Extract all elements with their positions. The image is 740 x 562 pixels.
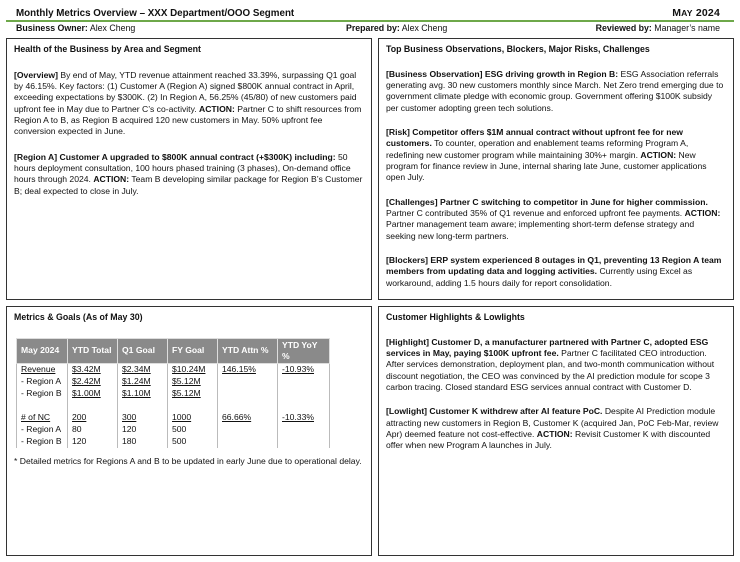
table-cell xyxy=(17,400,68,412)
observation-blockers-lead: [Blockers] ERP system experienced 8 outages in Q1, preventing 13 Region A team members from updating data and logging activities. xyxy=(386,255,722,277)
report-title: Monthly Metrics Overview – XXX Department/OOO Segment xyxy=(16,8,295,19)
table-cell: -10.93% xyxy=(278,364,330,376)
metrics-title: Metrics & Goals (As of May 30) xyxy=(14,312,143,322)
prepared-by-label: Prepared by: xyxy=(346,23,400,33)
table-cell: $5.12M xyxy=(168,388,218,400)
business-owner-value: Alex Cheng xyxy=(89,23,136,33)
highlight-lead: [Highlight] Customer D, a manufacturer partnered with Partner C, adopted ESG services in May, paying $100K upfront fee. xyxy=(386,336,709,358)
health-title: Health of the Business by Area and Segment xyxy=(14,44,201,54)
table-cell: $3.42M xyxy=(68,364,118,376)
table-cell xyxy=(278,376,330,388)
table-cell xyxy=(218,424,278,436)
lowlight-action-text: Revisit Customer K with discounted offer when new Program A launches in July. xyxy=(386,429,711,451)
report-date xyxy=(672,7,720,21)
observation-risk-action-label: ACTION: xyxy=(640,149,677,160)
lowlight-lead: [Lowlight] Customer K withdrew after AI feature PoC. xyxy=(386,406,603,417)
table-cell: - Region A xyxy=(17,376,68,388)
observation-challenges-text: Partner C contributed 35% of Q1 revenue and enforced upfront fee payments. xyxy=(386,208,685,219)
table-cell xyxy=(218,376,278,388)
lowlight-text: Despite AI Prediction module attracting new customers in Region B, Customer K (acquired Jan, PoC Feb-Mar, review Apr) deemed feature not cost-effective. xyxy=(386,406,719,440)
table-cell: 120 xyxy=(68,436,118,448)
table-cell: 120 xyxy=(118,424,168,436)
health-overview-lead: [Overview] xyxy=(14,69,58,80)
reviewed-by-value: Manager’s name xyxy=(654,23,720,33)
column-header: YTD Total xyxy=(68,338,118,364)
metrics-footnote: * Detailed metrics for Regions A and B to be updated in early June due to operational delay. xyxy=(14,455,362,466)
observation-challenges-action-text: Partner management team aware; implementing short-term defense strategy and seeking new long-term partners. xyxy=(386,219,695,241)
table-cell: 300 xyxy=(118,412,168,424)
column-header: YTD Attn % xyxy=(218,338,278,364)
business-owner xyxy=(16,23,135,35)
table-cell xyxy=(218,400,278,412)
lowlight-action-label: ACTION: xyxy=(536,429,573,440)
table-cell: # of NC xyxy=(17,412,68,424)
table-cell: - Region A xyxy=(17,424,68,436)
table-cell: 180 xyxy=(118,436,168,448)
column-header: Q1 Goal xyxy=(118,338,168,364)
table-cell: - Region B xyxy=(17,436,68,448)
reviewed-by-label: Reviewed by: xyxy=(595,23,652,33)
observation-risk-action-text: New program for finance review in June, internal sharing late June, customer applications open July. xyxy=(386,149,707,183)
health-region-a-action-label: ACTION: xyxy=(93,174,130,185)
prepared-by-value: Alex Cheng xyxy=(401,23,448,33)
health-region-a xyxy=(14,152,364,197)
health-overview-action-text: Partner C to shift resources from Region A to B, as Region B acquired 120 new customers in May. 50% upfront fee conversion expected in June. xyxy=(14,103,362,137)
observation-esg-lead: [Business Observation] ESG driving growth in Region B: xyxy=(386,68,619,79)
highlight-customer-d xyxy=(386,337,726,394)
table-row xyxy=(17,364,330,376)
table-cell xyxy=(278,436,330,448)
observation-risk-lead: [Risk] Competitor offers $1M annual contract without upfront fee for new customers. xyxy=(386,126,683,149)
observation-esg xyxy=(386,69,726,114)
metrics-header-row xyxy=(17,338,330,364)
health-region-a-action-text: Team B developing similar package for Region B’s Customer B; deal expected to close in July. xyxy=(14,174,363,196)
table-cell xyxy=(278,424,330,436)
observation-challenges-lead: [Challenges] Partner C switching to competitor in June for higher commission. xyxy=(386,196,708,207)
health-overview xyxy=(14,70,364,138)
table-cell: $1.10M xyxy=(118,388,168,400)
metrics-panel xyxy=(6,306,372,556)
table-cell: 1000 xyxy=(168,412,218,424)
table-cell xyxy=(218,388,278,400)
table-cell xyxy=(168,400,218,412)
prepared-by xyxy=(346,23,447,35)
table-cell: 146.15% xyxy=(218,364,278,376)
health-panel xyxy=(6,38,372,300)
table-cell: Revenue xyxy=(17,364,68,376)
lowlight-customer-k xyxy=(386,406,726,451)
table-cell: 66.66% xyxy=(218,412,278,424)
observation-risk-text: To counter, operation and enablement teams reforming Program A, redefining new customer program while maintaining 30%+ margin. xyxy=(386,138,689,160)
observation-esg-text: ESG Association referrals generating avg. 30 new customers monthly since March. Net Zero trend emerging due to government climate pledge with economic group. Government offering $100K subsidy per customer adopting green tech solutions. xyxy=(386,68,724,113)
table-row xyxy=(17,400,330,412)
table-cell: 500 xyxy=(168,436,218,448)
table-cell: $1.24M xyxy=(118,376,168,388)
report-header xyxy=(6,6,734,22)
table-cell xyxy=(278,388,330,400)
table-row xyxy=(17,388,330,400)
health-region-a-lead: [Region A] Customer A upgraded to $800K annual contract (+$300K) including: xyxy=(14,151,336,162)
table-cell xyxy=(218,436,278,448)
health-overview-action-label: ACTION: xyxy=(199,103,235,114)
observations-title: Top Business Observations, Blockers, Major Risks, Challenges xyxy=(386,44,650,54)
table-cell: 200 xyxy=(68,412,118,424)
table-cell: $10.24M xyxy=(168,364,218,376)
report-date-month-rest: AY xyxy=(681,8,693,18)
table-cell: $2.34M xyxy=(118,364,168,376)
highlight-text: Partner C facilitated CEO introduction. After services demonstration, deployment plan, and two-month communication without discount negotiation, the CEO was convinced by the AI prediction module for scope 3 carbon tracing. Closed standard ESG services annual contract with Customer D. xyxy=(386,347,715,392)
health-region-a-text: 50 hours deployment consultation, 100 hours phased training (3 phases), On-demand office hours through 2024. xyxy=(14,151,351,185)
observations-panel xyxy=(378,38,734,300)
table-cell: $5.12M xyxy=(168,376,218,388)
report-date-month-cap: M xyxy=(672,7,682,19)
table-row xyxy=(17,412,330,424)
metrics-table xyxy=(16,338,330,448)
table-cell: $2.42M xyxy=(68,376,118,388)
table-row xyxy=(17,424,330,436)
table-cell: 80 xyxy=(68,424,118,436)
column-header: YTD YoY % xyxy=(278,338,330,364)
observation-risk xyxy=(386,127,726,184)
table-cell xyxy=(278,400,330,412)
column-header: FY Goal xyxy=(168,338,218,364)
table-cell: $1.00M xyxy=(68,388,118,400)
observation-challenges xyxy=(386,197,726,242)
business-owner-label: Business Owner: xyxy=(16,23,88,33)
report-date-year: 2024 xyxy=(695,7,720,19)
observation-blockers xyxy=(386,255,726,289)
table-cell: 500 xyxy=(168,424,218,436)
report-meta xyxy=(6,23,734,37)
table-cell: - Region B xyxy=(17,388,68,400)
reviewed-by xyxy=(596,23,720,35)
observation-challenges-action-label: ACTION: xyxy=(684,208,721,219)
table-row xyxy=(17,436,330,448)
table-cell: -10.33% xyxy=(278,412,330,424)
health-overview-text: By end of May, YTD revenue attainment reached 33.39%, surpassing Q1 goal by 46.15%. Key factors: (1) Customer A (Region A) signed $800K annual contract in April, exceeding expectations by $300K. (2) In Region A, 56.25% (45/80) of new customers paid upfront fee in May due to Partner C’s co-activity. xyxy=(14,69,357,114)
table-cell xyxy=(118,400,168,412)
table-row xyxy=(17,376,330,388)
observation-blockers-text: Currently using Excel as workaround, adding 1.5 hours daily for report consolidation. xyxy=(386,266,693,288)
highlights-title: Customer Highlights & Lowlights xyxy=(386,312,525,322)
table-cell xyxy=(68,400,118,412)
highlights-panel xyxy=(378,306,734,556)
column-header: May 2024 xyxy=(17,338,68,364)
